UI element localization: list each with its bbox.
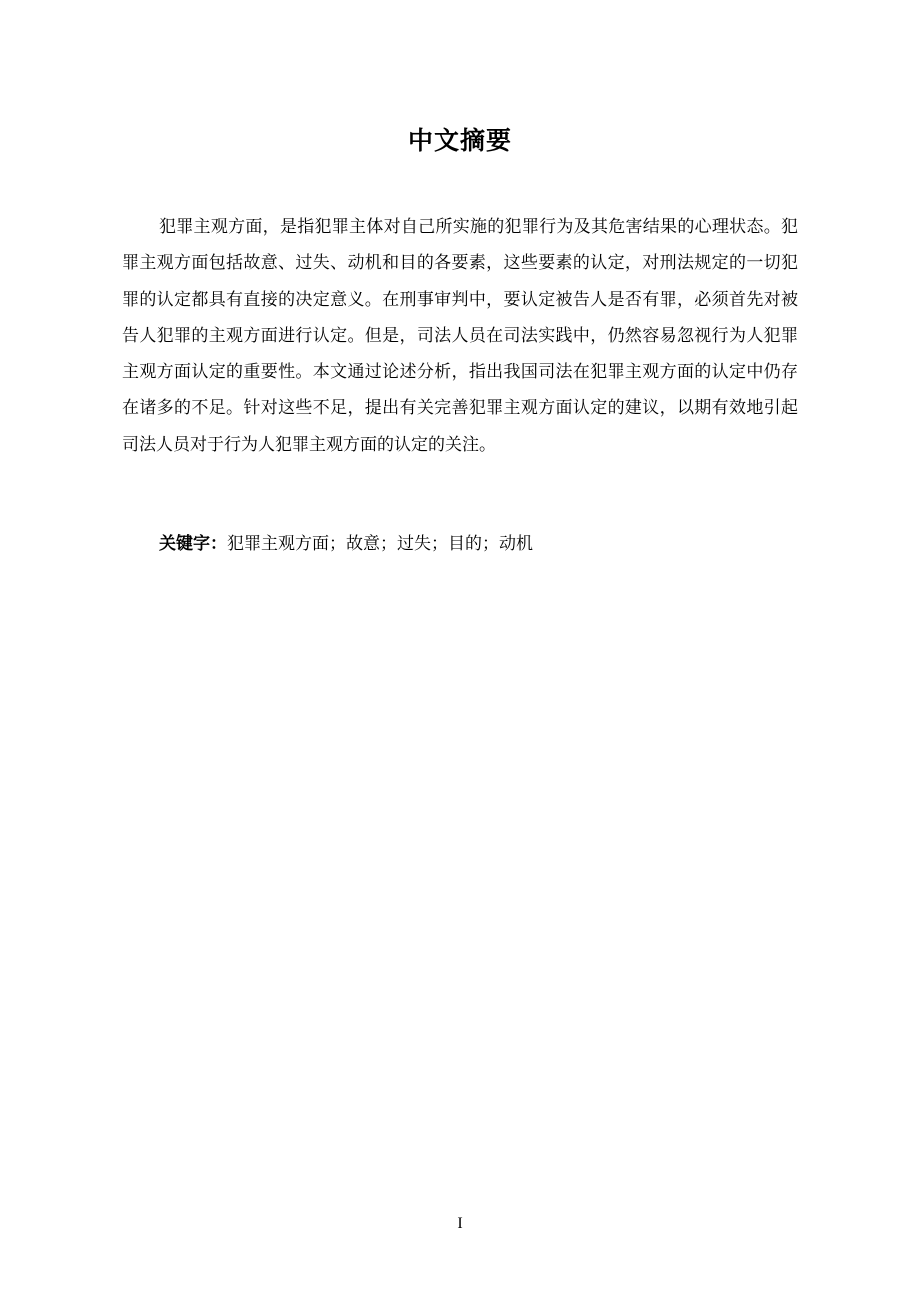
page-title: 中文摘要 [407, 126, 512, 155]
page-number: I [457, 1215, 463, 1232]
keywords-text: 犯罪主观方面；故意；过失；目的；动机 [227, 534, 533, 554]
abstract-paragraph: 犯罪主观方面，是指犯罪主体对自己所实施的犯罪行为及其危害结果的心理状态。犯罪主观方面包括故意、过失、动机和目的各要素，这些要素的认定，对刑法规定的一切犯罪的认定都具有直接的决定意义。在刑事审判中，要认定被告人是否有罪，必须首先对被告人犯罪的主观方面进行认定。但是，司法人员在司法实践中，仍然容易忽视行为人犯罪主观方面认定的重要性。本文通过论述分析，指出我国司法在犯罪主观方面的认定中仍存在诸多的不足。针对这些不足，提出有关完善犯罪主观方面认定的建议，以期有效地引起司法人员对于行为人犯罪主观方面的认定的关注。 [122, 217, 798, 455]
keywords-label: 关键字： [159, 534, 227, 554]
keywords-line [159, 527, 799, 561]
